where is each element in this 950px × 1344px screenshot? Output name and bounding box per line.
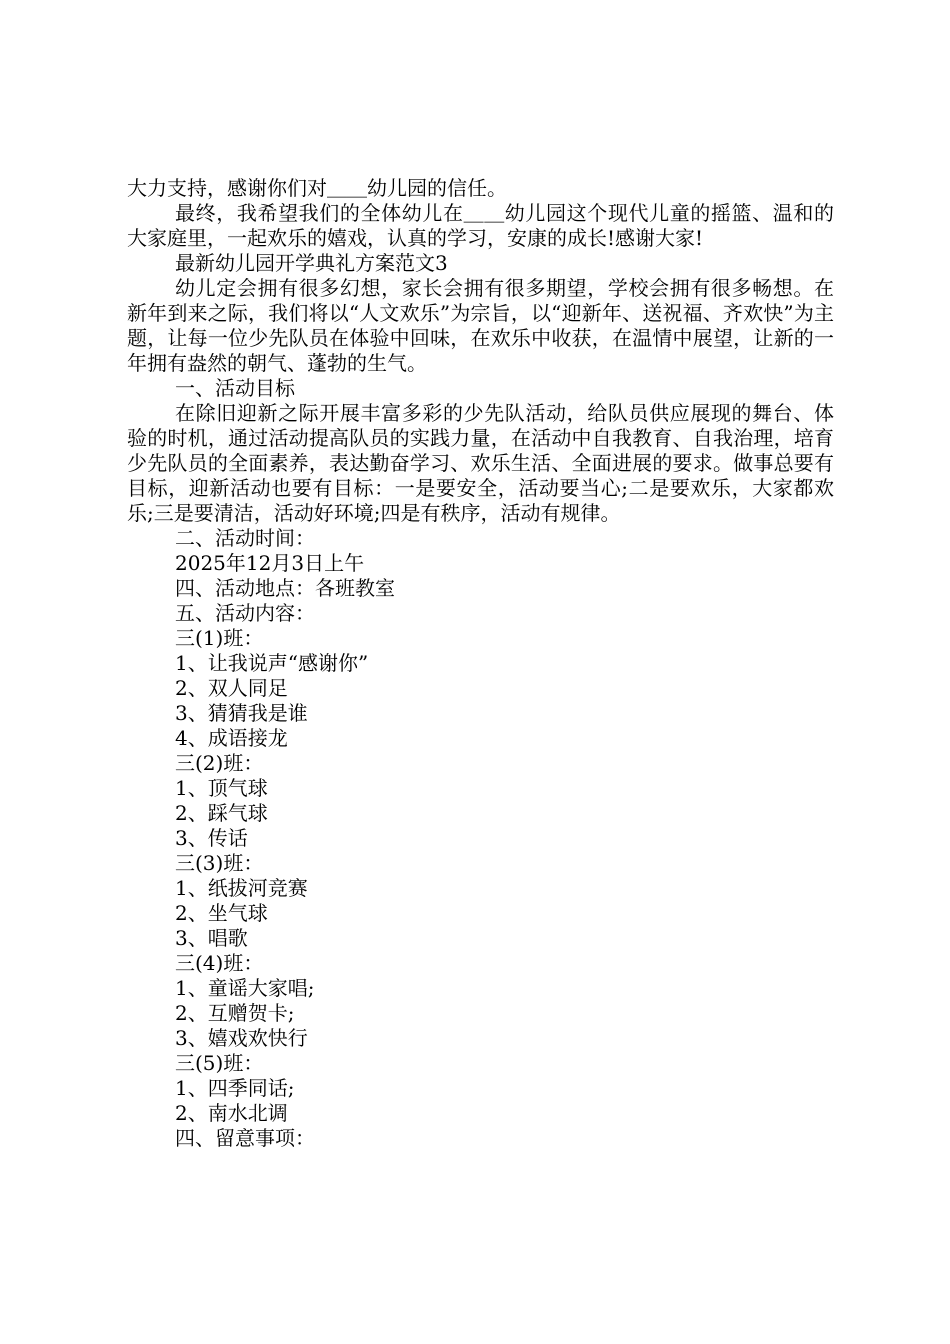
class-heading: 三(4)班： [175, 951, 264, 975]
list-item: 1、顶气球 [175, 776, 268, 800]
class-heading: 三(5)班： [175, 1051, 264, 1075]
list-item: 2、南水北调 [175, 1101, 288, 1125]
list-item: 3、传话 [175, 826, 248, 850]
list-item: 2、踩气球 [175, 801, 268, 825]
heading-activity-time: 二、活动时间： [175, 526, 315, 550]
class-heading: 三(2)班： [175, 751, 264, 775]
list-item: 2、互赠贺卡; [175, 1001, 295, 1025]
paragraph-activity-goal: 在除旧迎新之际开展丰富多彩的少先队活动，给队员供应展现的舞台、体验的时机，通过活动提高队员的实践力量，在活动中自我教育、自我治理，培育少先队员的全面素养，表达勤奋学习、欢乐生活、全面进展的要求。做事总要有目标，迎新活动也要有目标：一是要安全，活动要当心;二是要欢乐，大家都欢乐;三是要清洁，活动好环境;四是有秩序，活动有规律。 [127, 401, 834, 525]
paragraph-closing: 最终，我希望我们的全体幼儿在＿＿幼儿园这个现代儿童的摇篮、温和的大家庭里，一起欢乐的嬉戏，认真的学习，安康的成长!感谢大家! [127, 201, 834, 250]
list-item: 3、猜猜我是谁 [175, 701, 308, 725]
list-item: 2、坐气球 [175, 901, 268, 925]
list-item: 1、让我说声“感谢你” [175, 651, 369, 675]
activity-date: 2025年12月3日上午 [175, 551, 365, 575]
list-item: 1、纸拔河竞赛 [175, 876, 308, 900]
list-item: 3、唱歌 [175, 926, 248, 950]
list-item: 1、童谣大家唱; [175, 976, 315, 1000]
paragraph-intro: 幼儿定会拥有很多幻想，家长会拥有很多期望，学校会拥有很多畅想。在新年到来之际，我们将以“人文欢乐”为宗旨，以“迎新年、送祝福、齐欢快”为主题，让每一位少先队员在体验中回味，在欢乐中收获，在温情中展望，让新的一年拥有盎然的朝气、蓬勃的生气。 [127, 276, 834, 375]
list-item: 2、双人同足 [175, 676, 288, 700]
class-heading: 三(1)班： [175, 626, 264, 650]
heading-activity-content: 五、活动内容： [175, 601, 315, 625]
heading-activity-place: 四、活动地点：各班教室 [175, 576, 395, 600]
section-title: 最新幼儿园开学典礼方案范文3 [175, 251, 448, 275]
list-item: 1、四季同话; [175, 1076, 295, 1100]
paragraph-continuation: 大力支持，感谢你们对＿＿幼儿园的信任。 [127, 176, 507, 200]
body-text [127, 176, 834, 1151]
list-item: 3、嬉戏欢快行 [175, 1026, 308, 1050]
heading-notes: 四、留意事项： [175, 1126, 315, 1150]
heading-activity-goal: 一、活动目标 [175, 376, 295, 400]
list-item: 4、成语接龙 [175, 726, 288, 750]
class-heading: 三(3)班： [175, 851, 264, 875]
